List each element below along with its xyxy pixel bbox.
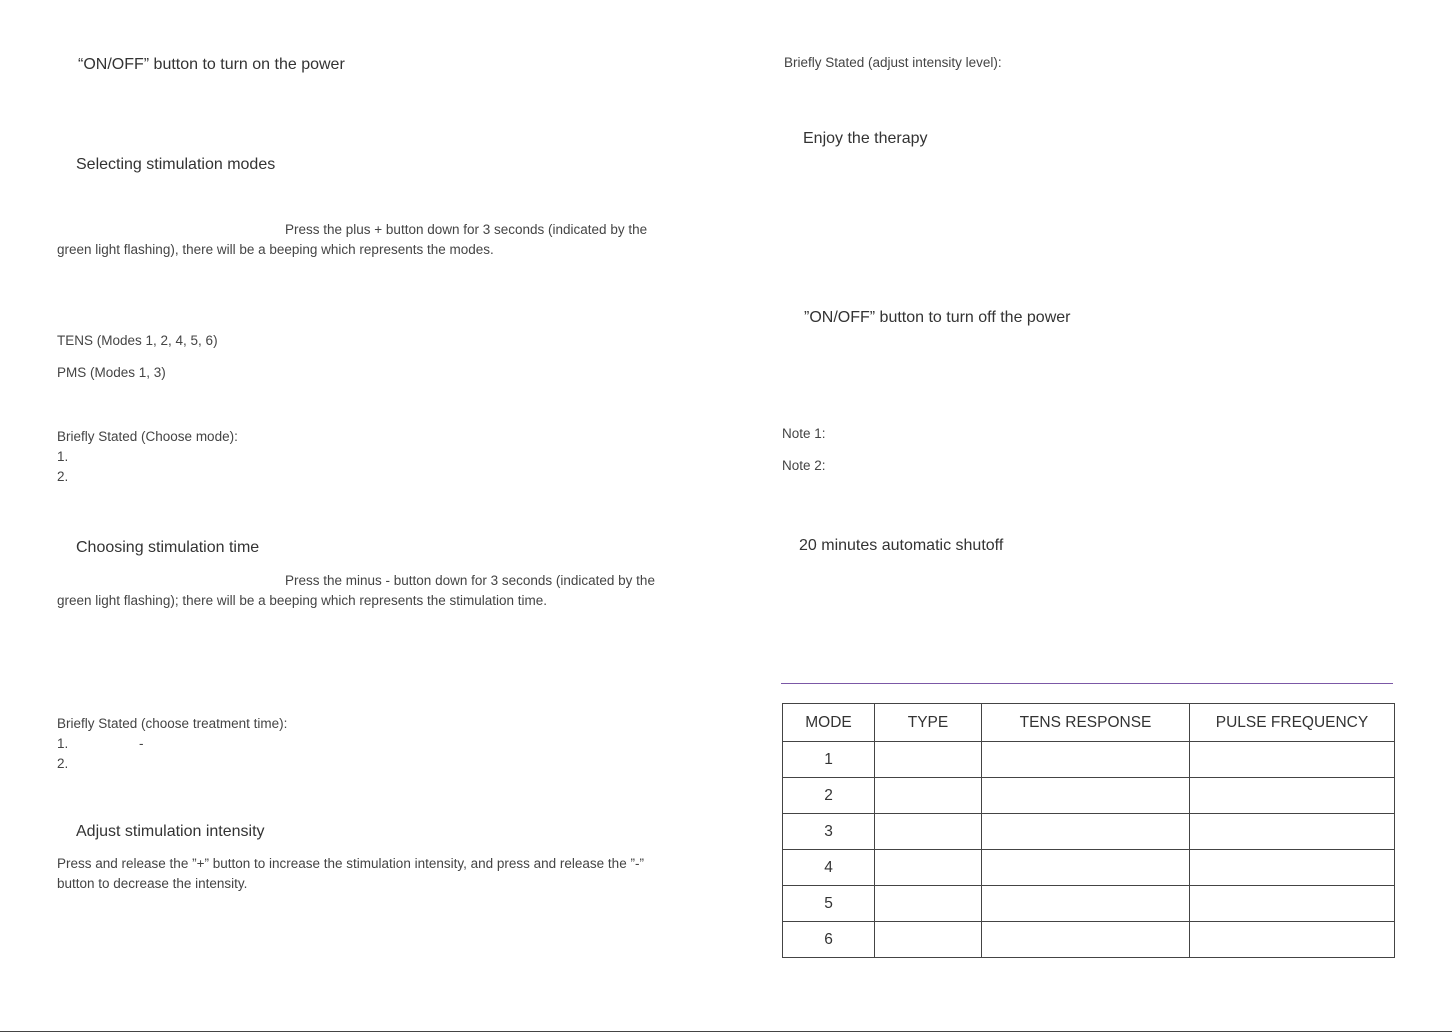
note-1-label: Note 1: xyxy=(782,426,826,441)
page-bottom-rule xyxy=(0,1031,1452,1032)
pulse-frequency-cell xyxy=(1190,742,1395,778)
pulse-frequency-cell xyxy=(1190,778,1395,814)
type-cell xyxy=(875,742,982,778)
time-list-item-2: 2. xyxy=(57,756,69,771)
selecting-modes-line-2: green light flashing), there will be a beeping which represents the modes. xyxy=(57,242,494,257)
tens-response-cell xyxy=(982,778,1190,814)
selecting-modes-line-1: Press the plus + button down for 3 seconds (indicated by the xyxy=(285,222,648,237)
type-cell xyxy=(875,814,982,850)
intensity-line-1: Press and release the ”+” button to increase the stimulation intensity, and press and release the ”-” xyxy=(57,856,644,871)
table-row xyxy=(783,778,1395,814)
tens-response-cell xyxy=(982,850,1190,886)
time-list-dash: - xyxy=(139,736,144,751)
header-pulse-frequency: PULSE FREQUENCY xyxy=(1190,704,1395,742)
choosing-time-heading: Choosing stimulation time xyxy=(76,539,260,556)
auto-shutoff-heading: 20 minutes automatic shutoff xyxy=(799,537,1004,554)
table-row xyxy=(783,742,1395,778)
type-cell xyxy=(875,778,982,814)
choosing-time-line-2: green light flashing); there will be a beeping which represents the stimulation time. xyxy=(57,593,548,608)
pulse-frequency-cell xyxy=(1190,922,1395,958)
tens-response-cell xyxy=(982,742,1190,778)
power-off-heading: ”ON/OFF” button to turn off the power xyxy=(804,309,1071,326)
table-row xyxy=(783,850,1395,886)
modes-table xyxy=(782,703,1395,958)
mode-cell: 4 xyxy=(783,850,875,886)
pulse-frequency-cell xyxy=(1190,850,1395,886)
selecting-modes-paragraph xyxy=(57,220,669,260)
type-cell xyxy=(875,922,982,958)
table-header-row xyxy=(783,704,1395,742)
note-2-label: Note 2: xyxy=(782,458,826,473)
mode-list-item-2: 2. xyxy=(57,469,69,484)
pulse-frequency-cell xyxy=(1190,814,1395,850)
mode-cell: 1 xyxy=(783,742,875,778)
header-tens-response: TENS RESPONSE xyxy=(982,704,1190,742)
choosing-time-line-1: Press the minus - button down for 3 seconds (indicated by the xyxy=(285,573,655,588)
intensity-line-2: button to decrease the intensity. xyxy=(57,876,248,891)
mode-cell: 3 xyxy=(783,814,875,850)
choosing-time-paragraph xyxy=(57,571,669,611)
table-row xyxy=(783,886,1395,922)
power-on-heading: “ON/OFF” button to turn on the power xyxy=(78,56,345,73)
table-row xyxy=(783,814,1395,850)
mode-cell: 5 xyxy=(783,886,875,922)
type-cell xyxy=(875,886,982,922)
briefly-stated-time: Briefly Stated (choose treatment time): xyxy=(57,716,288,731)
section-divider xyxy=(781,683,1393,684)
pulse-frequency-cell xyxy=(1190,886,1395,922)
mode-cell: 2 xyxy=(783,778,875,814)
tens-response-cell xyxy=(982,886,1190,922)
tens-response-cell xyxy=(982,922,1190,958)
table-row xyxy=(783,922,1395,958)
header-type: TYPE xyxy=(875,704,982,742)
mode-list-item-1: 1. xyxy=(57,449,69,464)
type-cell xyxy=(875,850,982,886)
tens-response-cell xyxy=(982,814,1190,850)
header-mode: MODE xyxy=(783,704,875,742)
mode-cell: 6 xyxy=(783,922,875,958)
selecting-modes-heading: Selecting stimulation modes xyxy=(76,156,276,173)
briefly-stated-mode: Briefly Stated (Choose mode): xyxy=(57,429,238,444)
intensity-heading: Adjust stimulation intensity xyxy=(76,823,265,840)
time-list-item-1: 1. xyxy=(57,736,69,751)
intensity-paragraph xyxy=(57,854,669,894)
briefly-stated-intensity: Briefly Stated (adjust intensity level): xyxy=(784,55,1002,70)
tens-modes-text: TENS (Modes 1, 2, 4, 5, 6) xyxy=(57,333,218,348)
pms-modes-text: PMS (Modes 1, 3) xyxy=(57,365,166,380)
enjoy-therapy-heading: Enjoy the therapy xyxy=(803,130,928,147)
